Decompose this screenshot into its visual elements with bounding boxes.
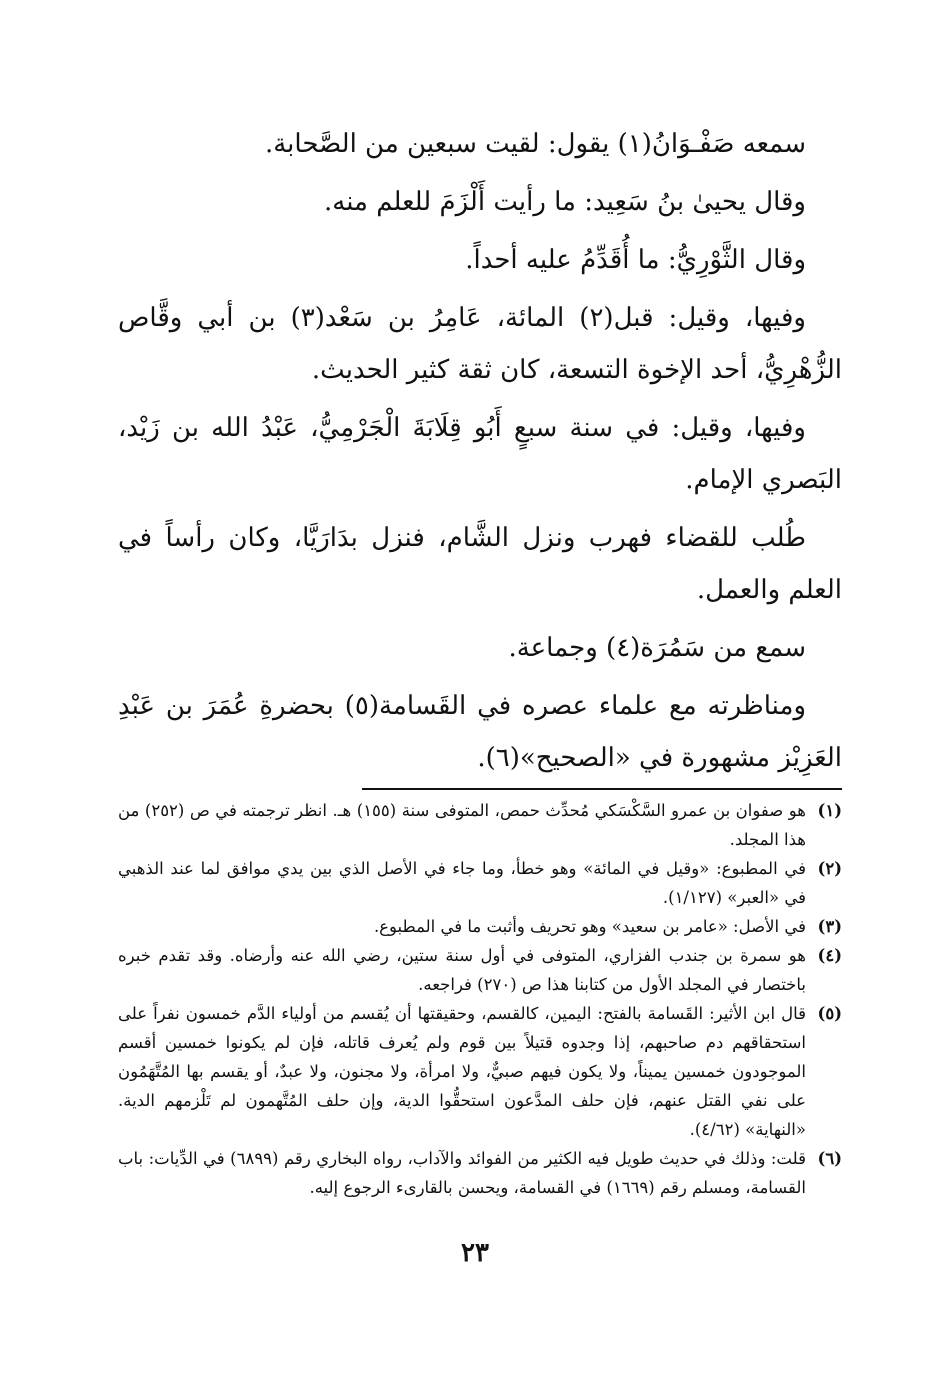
footnote-number: (٥) (817, 1004, 842, 1023)
footnote (118, 796, 842, 854)
paragraph: وفيها، وقيل: في سنة سبعٍ أَبُو قِلَابَةَ الْجَرْمِيُّ، عَبْدُ الله بن زَيْد، البَصري الإمام. (118, 413, 842, 495)
footnote-text: هو سمرة بن جندب الفزاري، المتوفى في أول سنة ستين، رضي الله عنه وأرضاه. وقد تقدم خبره باختصار في المجلد الأول من كتابنا هذا ص (٢٧٠) فراجعه. (118, 946, 806, 994)
footnote-number: (٦) (817, 1149, 842, 1168)
page-content (118, 118, 842, 1202)
footnote-text: هو صفوان بن عمرو السَّكْسَكي مُحدِّث حمص، المتوفى سنة (١٥٥) هـ. انظر ترجمته في ص (٢٥٢) من هذا المجلد. (118, 801, 806, 849)
footnote-number: (٢) (817, 859, 842, 878)
paragraph: ومناظرته مع علماء عصره في القَسامة(٥) بحضرةِ عُمَرَ بن عَبْدِ العَزِيْز مشهورة في «الصحيح»(٦). (118, 691, 842, 773)
paragraph: وفيها، وقيل: قبل(٢) المائة، عَامِرُ بن سَعْد(٣) بن أبي وقَّاص الزُّهْرِيُّ، أحد الإخوة التسعة، كان ثقة كثير الحديث. (118, 303, 842, 385)
paragraph: سمع من سَمُرَة(٤) وجماعة. (508, 633, 806, 663)
footnote-number: (٣) (817, 917, 842, 936)
paragraph: وقال يحيىٰ بنُ سَعِيد: ما رأيت أَلْزَمَ للعلم منه. (323, 187, 806, 217)
footnote-number: (١) (817, 801, 842, 820)
footnote-text: في المطبوع: «وقيل في المائة» وهو خطأ، وما جاء في الأصل الذي بين يدي موافق لما عند الذهبي في «العبر» (١/١٢٧). (118, 859, 806, 907)
footnotes (118, 796, 842, 1202)
footnote-text: في الأصل: «عامر بن سعيد» وهو تحريف وأثبت ما في المطبوع. (373, 917, 806, 936)
paragraph: سمعه صَفْـوَانُ(١) يقول: لقيت سبعين من الصَّحابة. (264, 129, 806, 159)
footnote (118, 941, 842, 999)
paragraph: وقال الثَّوْرِيُّ: ما أُقَدِّمُ عليه أحداً. (465, 245, 806, 275)
footnote-number: (٤) (817, 946, 842, 965)
footnote (118, 854, 842, 912)
footnote (118, 1144, 842, 1202)
page-number: ٢٣ (461, 1238, 489, 1268)
footnote-separator (362, 788, 842, 790)
paragraph: طُلب للقضاء فهرب ونزل الشَّام، فنزل بدَارَيَّا، وكان رأساً في العلم والعمل. (118, 523, 842, 605)
main-text (118, 118, 842, 784)
footnote-text: قال ابن الأثير: القَسامة بالفتح: اليمين، كالقسم، وحقيقتها أن يُقسم من أولياء الدَّم خمسون نفراً على استحقاقهم دم صاحبهم، إذا وجدوه قتيلاً بين قوم ولم يُعرف قاتله، فإن لم يكونوا خمسين أقسم الموجودون خمسين يميناً، ولا يكون فيهم صبيٌّ، ولا امرأة، ولا مجنون، ولا عبدٌ، أو يقسم بها المُتَّهَمُون على نفي القتل عنهم، فإن حلف المدَّعون استحقُّوا الدية، وإن حلف المُتَّهمون لم تَلْزمهم الدية. «النهاية» (٤/٦٢). (118, 1004, 806, 1139)
footnote (118, 999, 842, 1144)
footnote-text: قلت: وذلك في حديث طويل فيه الكثير من الفوائد والآداب، رواه البخاري رقم (٦٨٩٩) في الدِّيات: باب القسامة، ومسلم رقم (١٦٦٩) في القسامة، ويحسن بالقارىء الرجوع إليه. (118, 1149, 806, 1197)
footnote (118, 912, 842, 941)
